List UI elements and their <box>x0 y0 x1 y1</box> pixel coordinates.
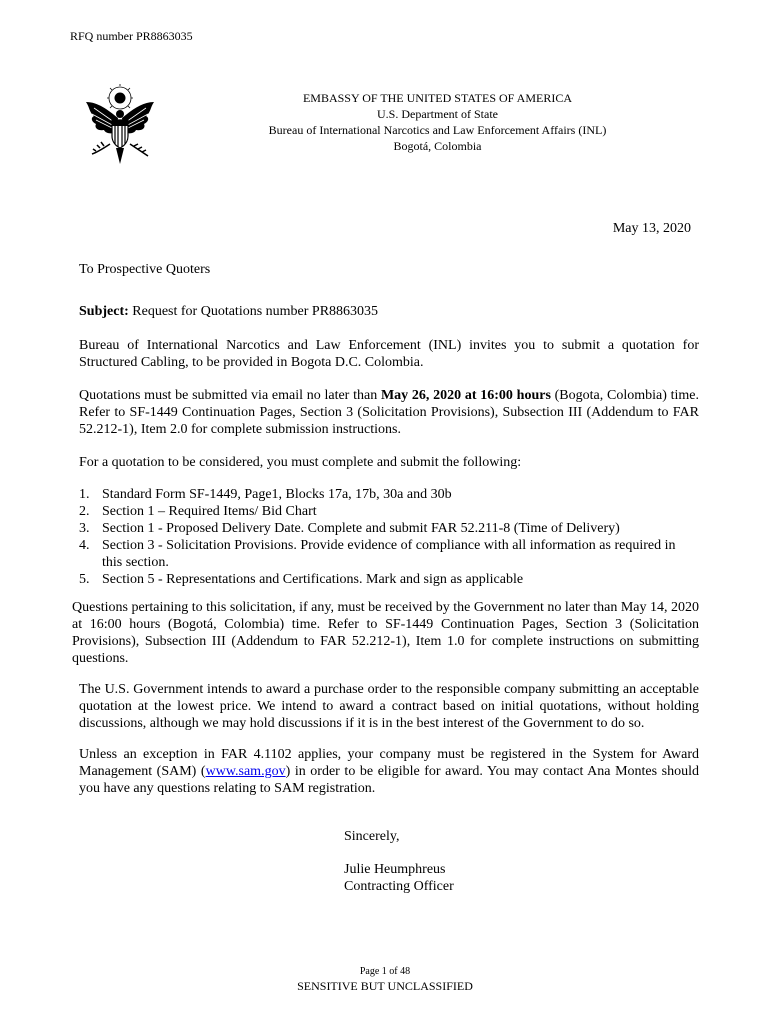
letter-date: May 13, 2020 <box>612 221 691 236</box>
closing: Sincerely, <box>344 829 400 844</box>
deadline-text-before: Quotations must be submitted via email no later than <box>79 388 381 403</box>
great-seal-eagle-icon <box>80 84 160 168</box>
list-item-text: Section 5 - Representations and Certifications. Mark and sign as applicable <box>102 572 524 587</box>
list-item <box>79 503 699 520</box>
list-item-text: Section 1 – Required Items/ Bid Chart <box>102 504 317 519</box>
list-item-number: 5. <box>79 572 90 587</box>
list-item <box>79 571 699 588</box>
list-item-text: Standard Form SF-1449, Page1, Blocks 17a, 17b, 30a and 30b <box>102 487 452 502</box>
letterhead-location: Bogotá, Colombia <box>393 139 482 153</box>
letterhead-department: U.S. Department of State <box>377 107 498 121</box>
letterhead-embassy: EMBASSY OF THE UNITED STATES OF AMERICA <box>302 91 573 105</box>
questions-paragraph: Questions pertaining to this solicitation, if any, must be received by the Government no later than May 14, 2020 at 16:00 hours (Bogotá, Colombia) time. Refer to SF-1449 Continuation Pages, Section 3 (Solicitation Provisions), Subsection III (Addendum to FAR 52.212-1), Item 1.0 for complete instructions on submitting questions. <box>72 600 700 666</box>
list-item <box>79 520 699 537</box>
subject-line <box>79 303 699 320</box>
list-item-text: Section 1 - Proposed Delivery Date. Complete and submit FAR 52.211-8 (Time of Delivery) <box>102 521 620 536</box>
signer-title: Contracting Officer <box>344 879 454 894</box>
deadline-paragraph <box>79 387 699 438</box>
intro-paragraph: Bureau of International Narcotics and Law Enforcement (INL) invites you to submit a quotation for Structured Cabling, to be provided in Bogota D.C. Colombia. <box>79 338 699 370</box>
consider-paragraph: For a quotation to be considered, you must complete and submit the following: <box>79 455 522 470</box>
sam-link[interactable]: www.sam.gov <box>205 764 286 779</box>
signer-name: Julie Heumphreus <box>344 862 446 877</box>
page-number: Page 1 of 48 <box>359 966 411 977</box>
sam-text-after: ) in order to be eligible for award. You may contact Ana Montes should you have any questions relating to SAM registration. <box>79 764 699 796</box>
list-item-number: 1. <box>79 487 90 502</box>
deadline-text-after: (Bogota, Colombia) time. Refer to SF-1449 Continuation Pages, Section 3 (Solicitation Provisions), Subsection III (Addendum to FAR 52.212-1), Item 2.0 for complete submission instructions. <box>79 388 699 437</box>
classification-footer: SENSITIVE BUT UNCLASSIFIED <box>297 979 473 993</box>
list-item-number: 4. <box>79 538 90 553</box>
sam-paragraph <box>79 746 699 797</box>
list-item <box>79 486 699 503</box>
subject-label: Subject: <box>79 304 129 319</box>
requirements-list <box>79 486 699 588</box>
salutation: To Prospective Quoters <box>79 262 211 277</box>
deadline-date: May 26, 2020 at 16:00 hours <box>380 388 551 403</box>
list-item-text: Section 3 - Solicitation Provisions. Provide evidence of compliance with all information as required in this section. <box>102 538 676 570</box>
list-item-number: 3. <box>79 521 90 536</box>
list-item-number: 2. <box>79 504 90 519</box>
list-item <box>79 537 699 571</box>
award-paragraph: The U.S. Government intends to award a purchase order to the responsible company submitting an acceptable quotation at the lowest price. We intend to award a contract based on initial quotations, without holding discussions, although we may hold discussions if it is in the best interest of the Government to do so. <box>79 682 699 731</box>
letterhead-bureau: Bureau of International Narcotics and Law Enforcement Affairs (INL) <box>268 123 607 137</box>
rfq-number-header: RFQ number PR8863035 <box>70 29 193 43</box>
letterhead <box>240 90 635 154</box>
sam-text-before: Unless an exception in FAR 4.1102 applies, your company must be registered in the System for Award Management (SAM) ( <box>79 747 699 779</box>
subject-text: Request for Quotations number PR8863035 <box>128 304 379 319</box>
